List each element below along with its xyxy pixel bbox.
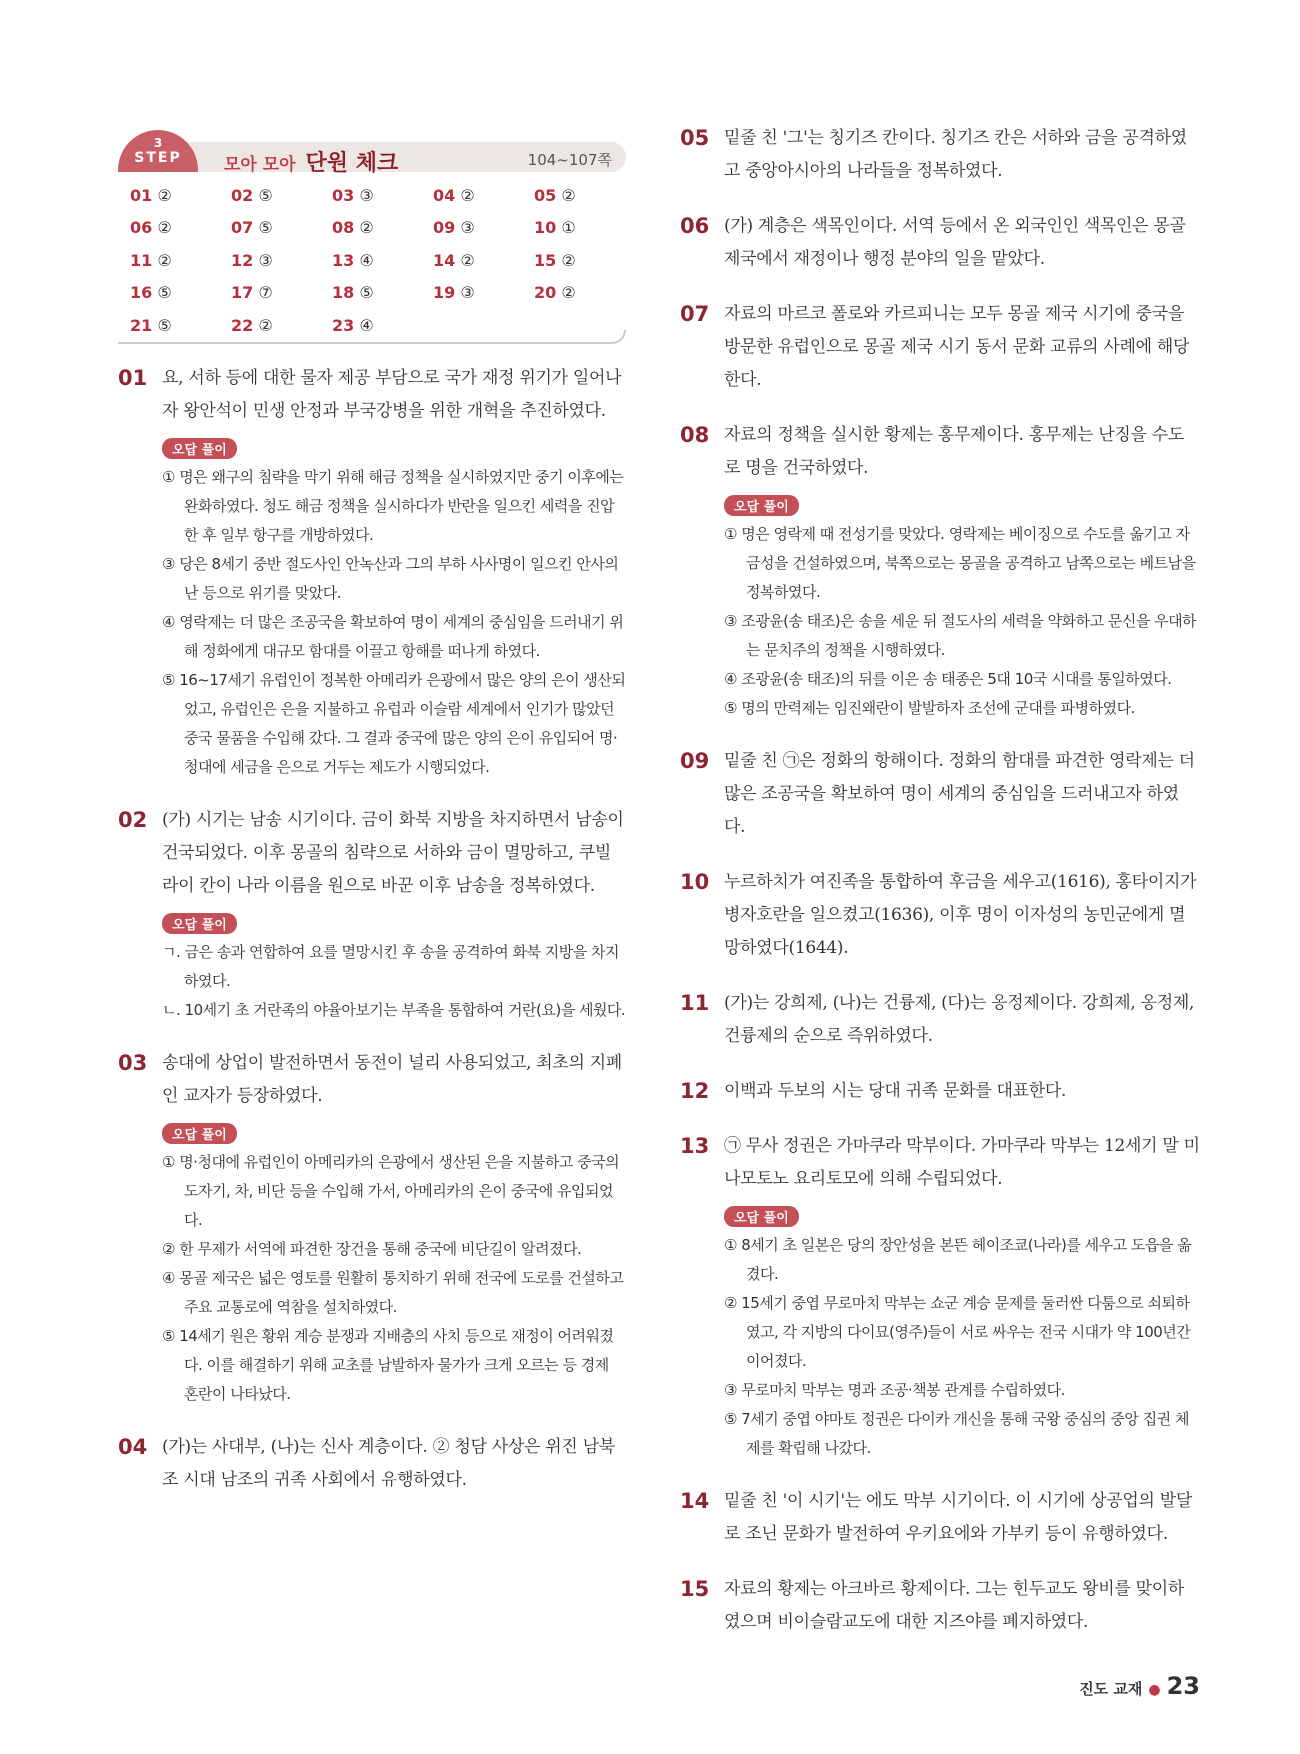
footer-label: 진도 교재 xyxy=(1079,1680,1143,1698)
answer-value: ③ xyxy=(460,283,475,303)
answer-item xyxy=(231,316,332,338)
footer-dot: ● xyxy=(1148,1682,1161,1698)
explanation-body xyxy=(724,1075,1200,1108)
answer-number: 10 xyxy=(534,218,557,238)
answer-value: ④ xyxy=(359,250,374,270)
explanation-text: (가) 계층은 색목인이다. 서역 등에서 온 외국인인 색목인은 몽골 제국에서 재정이나 행정 분야의 일을 맡았다. xyxy=(724,216,1186,269)
wrong-answer-notes xyxy=(724,1206,1200,1463)
wrong-answer-note: ① 명은 왜구의 침략을 막기 위해 해금 정책을 실시하였지만 중기 이후에는 완화하였다. 청도 해금 정책을 실시하다가 반란을 일으킨 세력을 진압한 후 일부 항구를 개방하였다. xyxy=(162,468,624,544)
explanations-left xyxy=(118,362,626,1497)
answer-number: 21 xyxy=(130,315,153,335)
answer-item xyxy=(433,251,534,273)
wrong-answer-note: ② 한 무제가 서역에 파견한 장건을 통해 중국에 비단길이 알려졌다. xyxy=(162,1240,582,1258)
left-column xyxy=(118,138,626,1519)
explanation-item xyxy=(118,1047,626,1409)
answer-value: ② xyxy=(561,250,576,270)
explanation-item xyxy=(680,987,1200,1053)
wrong-answer-note: ④ 영락제는 더 많은 조공국을 확보하여 명이 세계의 중심임을 드러내기 위해 정화에게 대규모 함대를 이끌고 항해를 떠나게 하였다. xyxy=(162,613,624,660)
explanation-text: 자료의 마르코 폴로와 카르피니는 모두 몽골 제국 시기에 중국을 방문한 유럽인으로 몽골 제국 시기 동서 문화 교류의 사례에 해당한다. xyxy=(724,304,1190,390)
wrong-answer-note: ② 15세기 중엽 무로마치 막부는 쇼군 계승 문제를 둘러싼 다툼으로 쇠퇴하였고, 각 지방의 다이묘(영주)들이 서로 싸우는 전국 시대가 약 100년간 이어졌다. xyxy=(724,1294,1191,1370)
explanation-item xyxy=(118,362,626,782)
explanation-body xyxy=(162,362,626,782)
question-number: 07 xyxy=(680,302,710,326)
wrong-answer-notes xyxy=(162,1123,626,1409)
answer-item xyxy=(130,218,231,240)
explanation-item xyxy=(118,1431,626,1497)
answer-number: 01 xyxy=(130,186,153,205)
page-footer xyxy=(1079,1672,1200,1700)
answer-item xyxy=(231,283,332,305)
explanation-text: 자료의 정책을 실시한 황제는 홍무제이다. 홍무제는 난징을 수도로 명을 건국하였다. xyxy=(724,425,1185,478)
wrong-answer-note: ⑤ 16~17세기 유럽인이 정복한 아메리카 은광에서 많은 양의 은이 생산되었고, 유럽인은 은을 지불하고 유럽과 이슬람 세계에서 인기가 많았던 중국 물품을 수입해 갔다. 그 결과 중국에 많은 양의 은이 유입되어 명·청대에 세금을 은으로 거두는 제도가 시행되었다. xyxy=(162,671,626,776)
wrong-answer-note: ③ 당은 8세기 중반 절도사인 안녹산과 그의 부하 사사명이 일으킨 안사의 난 등으로 위기를 맞았다. xyxy=(162,555,619,602)
answer-item xyxy=(332,218,433,240)
answer-value: ② xyxy=(460,250,475,270)
explanation-item xyxy=(680,745,1200,844)
answer-value: ⑤ xyxy=(258,186,273,205)
answer-number: 09 xyxy=(433,218,456,238)
explanation-text: 밑줄 친 '그'는 칭기즈 칸이다. 칭기즈 칸은 서하와 금을 공격하였고 중앙아시아의 나라들을 정복하였다. xyxy=(724,128,1187,181)
wrong-answer-note: ③ 무로마치 막부는 명과 조공·책봉 관계를 수립하였다. xyxy=(724,1381,1065,1399)
explanation-item xyxy=(680,1130,1200,1463)
answer-item xyxy=(534,251,635,273)
explanation-body xyxy=(724,987,1200,1053)
answer-key xyxy=(118,178,626,338)
explanation-text: (가)는 사대부, (나)는 신사 계층이다. ② 청담 사상은 위진 남북조 시대 남조의 귀족 사회에서 유행하였다. xyxy=(162,1437,615,1490)
wrong-answer-note: ㄱ. 금은 송과 연합하여 요를 멸망시킨 후 송을 공격하여 화북 지방을 차지하였다. xyxy=(162,943,619,990)
question-number: 08 xyxy=(680,423,710,447)
question-number: 02 xyxy=(118,808,148,832)
explanation-text: 요, 서하 등에 대한 물자 제공 부담으로 국가 재정 위기가 일어나자 왕안석이 민생 안정과 부국강병을 위한 개혁을 추진하였다. xyxy=(162,368,622,421)
explanation-body xyxy=(724,122,1200,188)
answer-value: ① xyxy=(561,218,576,238)
answer-number: 23 xyxy=(332,315,355,335)
explanation-item xyxy=(680,210,1200,276)
question-number: 11 xyxy=(680,991,710,1015)
wrong-answer-tag: 오답 풀이 xyxy=(724,1206,799,1227)
answer-item xyxy=(433,186,534,208)
answer-number: 07 xyxy=(231,218,254,238)
wrong-answer-notes xyxy=(724,495,1200,723)
wrong-answer-note: ④ 조광윤(송 태조)의 뒤를 이은 송 태종은 5대 10국 시대를 통일하였다. xyxy=(724,670,1172,688)
answer-item xyxy=(231,186,332,208)
explanation-text: (가) 시기는 남송 시기이다. 금이 화북 지방을 차지하면서 남송이 건국되었다. 이후 몽골의 침략으로 서하와 금이 멸망하고, 쿠빌라이 칸이 나라 이름을 원으로 바꾼 이후 남송을 정복하였다. xyxy=(162,810,624,896)
answer-number: 13 xyxy=(332,250,355,270)
answer-number: 14 xyxy=(433,250,456,270)
wrong-answer-note: ① 명·청대에 유럽인이 아메리카의 은광에서 생산된 은을 지불하고 중국의 도자기, 차, 비단 등을 수입해 가서, 아메리카의 은이 중국에 유입되었다. xyxy=(162,1153,620,1229)
answer-number: 05 xyxy=(534,186,557,205)
answer-item xyxy=(130,283,231,305)
answer-number: 08 xyxy=(332,218,355,238)
explanations-right xyxy=(680,122,1200,1639)
answer-value: ③ xyxy=(359,186,374,205)
page-number: 23 xyxy=(1166,1672,1200,1700)
answer-item xyxy=(534,218,635,240)
answer-value: ③ xyxy=(258,250,273,270)
answer-item xyxy=(534,186,635,208)
question-number: 06 xyxy=(680,214,710,238)
answer-value: ② xyxy=(157,218,172,238)
answer-value: ③ xyxy=(460,218,475,238)
explanation-text: 누르하치가 여진족을 통합하여 후금을 세우고(1616), 홍타이지가 병자호란을 일으켰고(1636), 이후 명이 이자성의 농민군에게 멸망하였다(1644). xyxy=(724,872,1197,958)
answer-number: 04 xyxy=(433,186,456,205)
unit-check-header xyxy=(118,138,626,178)
wrong-answer-note: ⑤ 명의 만력제는 임진왜란이 발발하자 조선에 군대를 파병하였다. xyxy=(724,699,1135,717)
question-number: 05 xyxy=(680,126,710,150)
answer-value: ② xyxy=(460,186,475,205)
question-number: 01 xyxy=(118,366,148,390)
answer-value: ④ xyxy=(359,315,374,335)
explanation-item xyxy=(680,122,1200,188)
wrong-answer-tag: 오답 풀이 xyxy=(162,1123,237,1144)
answer-value: ⑦ xyxy=(258,283,273,303)
question-number: 15 xyxy=(680,1577,710,1601)
question-number: 10 xyxy=(680,870,710,894)
step-number: 3 xyxy=(153,136,163,150)
answer-number: 16 xyxy=(130,283,153,303)
explanation-body xyxy=(162,804,626,1025)
explanation-body xyxy=(724,298,1200,397)
answer-item xyxy=(231,251,332,273)
explanation-body xyxy=(724,1573,1200,1639)
answer-item xyxy=(534,283,635,305)
explanation-item xyxy=(680,419,1200,723)
wrong-answer-tag: 오답 풀이 xyxy=(162,913,237,934)
explanation-item xyxy=(680,1485,1200,1551)
answer-item xyxy=(433,283,534,305)
explanation-body xyxy=(162,1431,626,1497)
question-number: 14 xyxy=(680,1489,710,1513)
answer-value: ② xyxy=(561,186,576,205)
explanation-text: 밑줄 친 ㉠은 정화의 항해이다. 정화의 함대를 파견한 영락제는 더 많은 조공국을 확보하여 명이 세계의 중심임을 드러내고자 하였다. xyxy=(724,751,1195,837)
explanation-text: ㉠ 무사 정권은 가마쿠라 막부이다. 가마쿠라 막부는 12세기 말 미나모토노 요리토모에 의해 수립되었다. xyxy=(724,1136,1200,1189)
wrong-answer-note: ④ 몽골 제국은 넓은 영토를 원활히 통치하기 위해 전국에 도로를 건설하고 주요 교통로에 역참을 설치하였다. xyxy=(162,1269,624,1316)
answer-number: 17 xyxy=(231,283,254,303)
answer-number: 15 xyxy=(534,250,557,270)
answer-value: ② xyxy=(561,283,576,303)
answer-item xyxy=(332,316,433,338)
step-badge xyxy=(118,130,198,172)
answer-value: ⑤ xyxy=(258,218,273,238)
answer-number: 18 xyxy=(332,283,355,303)
answer-number: 22 xyxy=(231,315,254,335)
explanation-text: 이백과 두보의 시는 당대 귀족 문화를 대표한다. xyxy=(724,1081,1067,1101)
answer-item xyxy=(231,218,332,240)
explanation-item xyxy=(680,866,1200,965)
explanation-text: 밑줄 친 '이 시기'는 에도 막부 시기이다. 이 시기에 상공업의 발달로 조닌 문화가 발전하여 우키요에와 가부키 등이 유행하였다. xyxy=(724,1491,1192,1544)
wrong-answer-note: ㄴ. 10세기 초 거란족의 야율아보기는 부족을 통합하여 거란(요)을 세웠다. xyxy=(162,1001,626,1019)
wrong-answer-note: ⑤ 7세기 중엽 야마토 정권은 다이카 개신을 통해 국왕 중심의 중앙 집권 체제를 확립해 나갔다. xyxy=(724,1410,1189,1457)
explanation-item xyxy=(118,804,626,1025)
answer-number: 11 xyxy=(130,250,153,270)
explanation-text: 송대에 상업이 발전하면서 동전이 널리 사용되었고, 최초의 지폐인 교자가 등장하였다. xyxy=(162,1053,623,1106)
explanation-body xyxy=(724,1130,1200,1463)
wrong-answer-note: ⑤ 14세기 원은 황위 계승 분쟁과 지배층의 사치 등으로 재정이 어려워졌다. 이를 해결하기 위해 교초를 남발하자 물가가 크게 오르는 등 경제 혼란이 나타났다. xyxy=(162,1327,614,1403)
wrong-answer-notes xyxy=(162,913,626,1025)
wrong-answer-note: ① 명은 영락제 때 전성기를 맞았다. 영락제는 베이징으로 수도를 옮기고 자금성을 건설하였으며, 북쪽으로는 몽골을 공격하고 남쪽으로는 베트남을 정복하였다. xyxy=(724,525,1196,601)
explanation-body xyxy=(162,1047,626,1409)
right-column xyxy=(680,122,1200,1661)
answer-number: 03 xyxy=(332,186,355,205)
answer-item xyxy=(332,283,433,305)
step-word: STEP xyxy=(134,150,182,166)
section-title-big: 단원 체크 xyxy=(305,151,399,176)
explanation-body xyxy=(724,866,1200,965)
answer-value: ② xyxy=(258,315,273,335)
answer-item xyxy=(332,186,433,208)
wrong-answer-note: ① 8세기 초 일본은 당의 장안성을 본뜬 헤이조쿄(나라)를 세우고 도읍을 옮겼다. xyxy=(724,1236,1192,1283)
wrong-answer-notes xyxy=(162,438,626,782)
explanation-item xyxy=(680,298,1200,397)
explanation-item xyxy=(680,1573,1200,1639)
answer-number: 06 xyxy=(130,218,153,238)
answer-item xyxy=(130,316,231,338)
answer-value: ② xyxy=(359,218,374,238)
explanation-body xyxy=(724,210,1200,276)
answer-number: 19 xyxy=(433,283,456,303)
answer-number: 12 xyxy=(231,250,254,270)
answer-value: ② xyxy=(157,186,172,205)
answer-number: 20 xyxy=(534,283,557,303)
answer-value: ② xyxy=(157,250,172,270)
question-number: 04 xyxy=(118,1435,148,1459)
wrong-answer-note: ③ 조광윤(송 태조)은 송을 세운 뒤 절도사의 세력을 약화하고 문신을 우대하는 문치주의 정책을 시행하였다. xyxy=(724,612,1197,659)
explanation-body xyxy=(724,745,1200,844)
section-title-small: 모아 모아 xyxy=(224,155,296,175)
answer-item xyxy=(130,186,231,208)
answer-item xyxy=(433,218,534,240)
explanation-body xyxy=(724,419,1200,723)
section-title xyxy=(224,146,398,177)
question-number: 12 xyxy=(680,1079,710,1103)
explanation-body xyxy=(724,1485,1200,1551)
answer-number: 02 xyxy=(231,186,254,205)
answer-item xyxy=(332,251,433,273)
wrong-answer-tag: 오답 풀이 xyxy=(162,438,237,459)
explanation-text: (가)는 강희제, (나)는 건륭제, (다)는 옹정제이다. 강희제, 옹정제, 건륭제의 순으로 즉위하였다. xyxy=(724,993,1195,1046)
answer-value: ⑤ xyxy=(157,315,172,335)
answer-item xyxy=(130,251,231,273)
question-number: 13 xyxy=(680,1134,710,1158)
question-number: 03 xyxy=(118,1051,148,1075)
question-number: 09 xyxy=(680,749,710,773)
page-range: 104~107쪽 xyxy=(527,151,612,169)
wrong-answer-tag: 오답 풀이 xyxy=(724,495,799,516)
answer-value: ⑤ xyxy=(157,283,172,303)
explanation-item xyxy=(680,1075,1200,1108)
explanation-text: 자료의 황제는 아크바르 황제이다. 그는 힌두교도 왕비를 맞이하였으며 비이슬람교도에 대한 지즈야를 폐지하였다. xyxy=(724,1579,1185,1632)
answer-value: ⑤ xyxy=(359,283,374,303)
